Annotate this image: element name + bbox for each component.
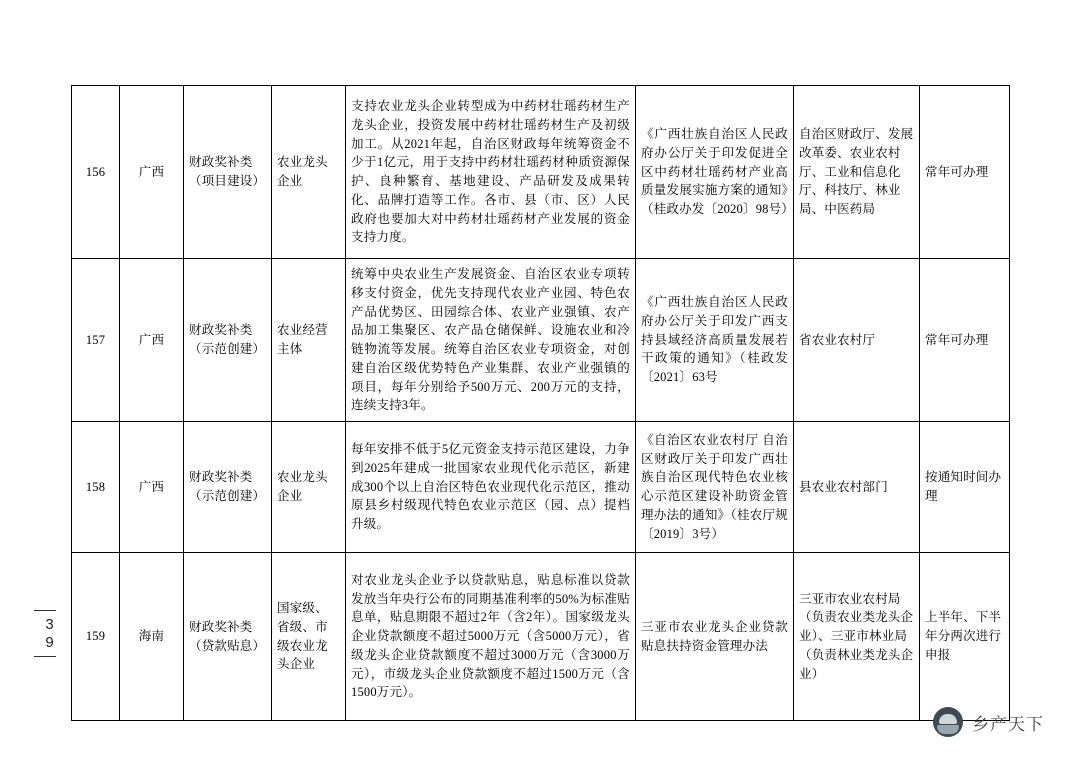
cell-index: 156 xyxy=(72,86,120,259)
cell-type: 财政奖补类（示范创建） xyxy=(184,422,272,553)
cell-region: 广西 xyxy=(120,259,184,422)
cell-department: 三亚市农业农村局（负责农业类龙头企业）、三亚市林业局（负责林业类龙头企业） xyxy=(794,553,920,721)
cell-department: 县农业农村部门 xyxy=(794,422,920,553)
table-row xyxy=(72,553,1010,721)
table-row xyxy=(72,259,1010,422)
cell-type: 财政奖补类（项目建设） xyxy=(184,86,272,259)
cell-time: 按通知时间办理 xyxy=(920,422,1010,553)
table-row xyxy=(72,86,1010,259)
cell-detail: 支持农业龙头企业转型成为中药材壮瑶药材生产龙头企业，投资发展中药材壮瑶药材生产及初级加工。从2021年起，自治区财政每年统筹资金不少于1亿元，用于支持中药材壮瑶药材种质资源保护、良种繁育、基地建设、产品研发及成果转化、品牌打造等工作。各市、县（市、区）人民政府也要加大对中药材壮瑶药材产业发展的资金支持力度。 xyxy=(346,86,636,259)
cell-region: 广西 xyxy=(120,86,184,259)
cell-basis: 《广西壮族自治区人民政府办公厅关于印发广西支持县域经济高质量发展若干政策的通知》（桂政发〔2021〕63号 xyxy=(636,259,794,422)
cell-detail: 每年安排不低于5亿元资金支持示范区建设，力争到2025年建成一批国家农业现代化示范区，新建成300个以上自治区特色农业现代化示范区，推动原县乡村级现代特色农业示范区（园、点）提档升级。 xyxy=(346,422,636,553)
cell-object: 农业经营主体 xyxy=(272,259,346,422)
page-marker-dash-top xyxy=(34,610,56,611)
cell-index: 159 xyxy=(72,553,120,721)
cell-index: 158 xyxy=(72,422,120,553)
cell-time: 常年可办理 xyxy=(920,259,1010,422)
cell-detail: 统筹中央农业生产发展资金、自治区农业专项转移支付资金，优先支持现代农业产业园、特色农产品优势区、田园综合体、农业产业强镇、农产品加工集聚区、农产品仓储保鲜、设施农业和冷链物流等发展。统筹自治区农业专项资金，对创建自治区级优势特色产业集群、农业产业强镇的项目，每年分别给予500万元、200万元的支持，连续支持3年。 xyxy=(346,259,636,422)
cell-region: 海南 xyxy=(120,553,184,721)
table-row xyxy=(72,422,1010,553)
cell-basis: 《广西壮族自治区人民政府办公厅关于印发促进全区中药材壮瑶药材产业高质量发展实施方案的通知》（桂政办发〔2020〕98号） xyxy=(636,86,794,259)
page-number: 39 xyxy=(41,616,58,652)
brand-name: 乡产天下 xyxy=(972,714,1044,734)
cell-region: 广西 xyxy=(120,422,184,553)
cell-department: 自治区财政厅、发展改革委、农业农村厅、工业和信息化厅、科技厅、林业局、中医药局 xyxy=(794,86,920,259)
cell-basis: 《自治区农业农村厅 自治区财政厅关于印发广西壮族自治区现代特色农业核心示范区建设补助资金管理办法的通知》（桂农厅规〔2019〕3号） xyxy=(636,422,794,553)
policy-table xyxy=(71,85,1010,721)
brand-logo-icon xyxy=(933,707,963,737)
cell-object: 农业龙头企业 xyxy=(272,422,346,553)
cell-object: 国家级、省级、市级农业龙头企业 xyxy=(272,553,346,721)
cell-type: 财政奖补类（贷款贴息） xyxy=(184,553,272,721)
page-marker-dash-bottom xyxy=(34,656,56,657)
cell-object: 农业龙头企业 xyxy=(272,86,346,259)
cell-time: 常年可办理 xyxy=(920,86,1010,259)
cell-department: 省农业农村厅 xyxy=(794,259,920,422)
cell-detail: 对农业龙头企业予以贷款贴息，贴息标准以贷款发放当年央行公布的同期基准利率的50%为标准贴息单，贴息期限不超过2年（含2年）。国家级龙头企业贷款额度不超过5000万元（含5000万元），省级龙头企业贷款额度不超过3000万元（含3000万元），市级龙头企业贷款额度不超过1500万元（含1500万元）。 xyxy=(346,553,636,721)
cell-index: 157 xyxy=(72,259,120,422)
cell-time: 上半年、下半年分两次进行申报 xyxy=(920,553,1010,721)
page-number-marker xyxy=(26,582,70,672)
cell-basis: 三亚市农业龙头企业贷款贴息扶持资金管理办法 xyxy=(636,553,794,721)
cell-type: 财政奖补类（示范创建） xyxy=(184,259,272,422)
footer-brand xyxy=(933,707,1044,737)
